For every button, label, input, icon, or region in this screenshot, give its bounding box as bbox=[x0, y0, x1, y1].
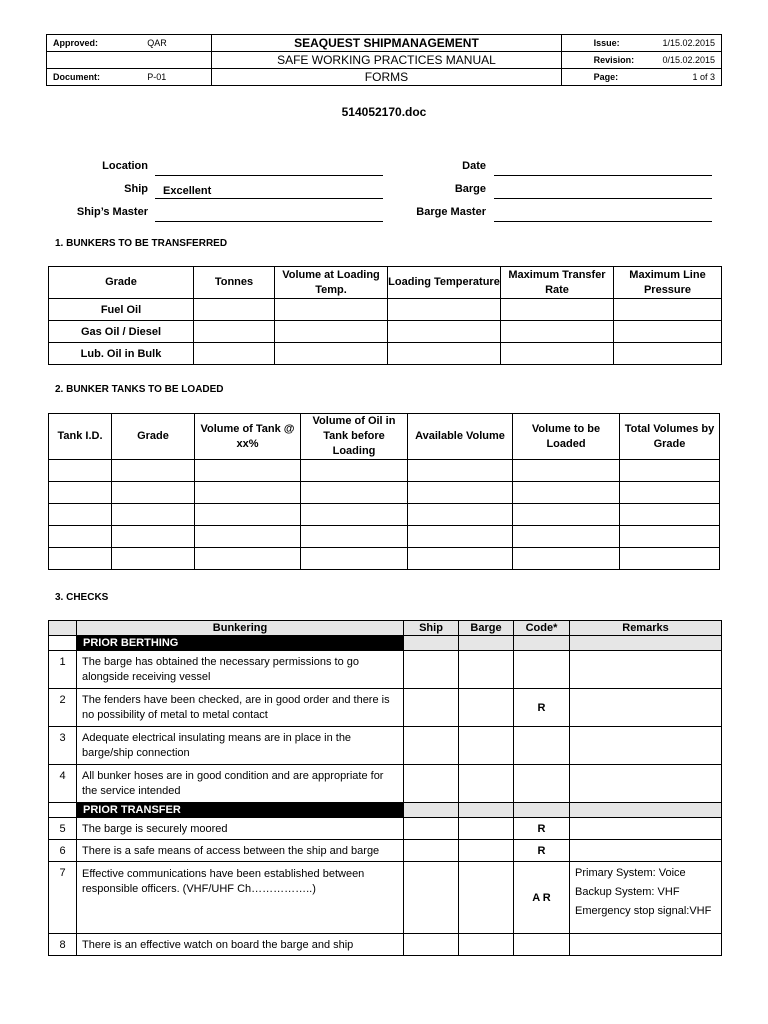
table-row bbox=[49, 321, 722, 343]
col-volume-to-load: Volume to be Loaded bbox=[513, 414, 620, 460]
barge-label: Barge bbox=[454, 183, 486, 195]
code-cell bbox=[514, 651, 570, 689]
code-cell: R bbox=[514, 818, 570, 840]
ship-value: Excellent bbox=[163, 185, 212, 197]
item-number: 6 bbox=[49, 840, 77, 862]
col-remarks: Remarks bbox=[570, 621, 722, 636]
banner-prior-berthing: PRIOR BERTHING bbox=[77, 636, 404, 651]
item-number: 8 bbox=[49, 934, 77, 956]
remarks-cell[interactable] bbox=[570, 765, 722, 803]
ship-check-cell[interactable] bbox=[404, 818, 459, 840]
barge-check-cell[interactable] bbox=[459, 862, 514, 934]
document-value: P-01 bbox=[143, 69, 212, 86]
ship-check-cell[interactable] bbox=[404, 934, 459, 956]
section-name: FORMS bbox=[212, 69, 561, 86]
col-bunkering: Bunkering bbox=[77, 621, 404, 636]
document-label: Document: bbox=[47, 69, 144, 86]
remark-backup: Backup System: VHF bbox=[575, 886, 680, 898]
document-filename: 514052170.doc bbox=[341, 105, 427, 119]
col-available-volume: Available Volume bbox=[408, 414, 513, 460]
remarks-cell[interactable] bbox=[570, 651, 722, 689]
grade-cell: Lub. Oil in Bulk bbox=[49, 343, 194, 365]
ship-label: Ship bbox=[124, 183, 148, 195]
code-cell: R bbox=[514, 689, 570, 727]
table-row bbox=[49, 862, 722, 934]
col-barge: Barge bbox=[459, 621, 514, 636]
check-text: Adequate electrical insulating means are in place in the barge/ship connection bbox=[77, 727, 404, 765]
col-loading-temperature: Loading Temperature bbox=[388, 267, 501, 299]
table-row bbox=[49, 651, 722, 689]
ships-master-label: Ship’s Master bbox=[76, 206, 148, 218]
remarks-cell[interactable] bbox=[570, 818, 722, 840]
manual-title: SAFE WORKING PRACTICES MANUAL bbox=[212, 52, 561, 69]
barge-check-cell[interactable] bbox=[459, 727, 514, 765]
grade-cell: Gas Oil / Diesel bbox=[49, 321, 194, 343]
table-row bbox=[49, 840, 722, 862]
ship-check-cell[interactable] bbox=[404, 689, 459, 727]
col-grade: Grade bbox=[112, 414, 195, 460]
ships-master-field[interactable] bbox=[155, 206, 383, 222]
check-text: There is a safe means of access between the ship and barge bbox=[77, 840, 404, 862]
remark-emergency: Emergency stop signal:VHF bbox=[575, 905, 712, 917]
item-number: 5 bbox=[49, 818, 77, 840]
bunker-tanks-table bbox=[48, 413, 720, 570]
check-text: The fenders have been checked, are in good order and there is no possibility of metal to metal contact bbox=[77, 689, 404, 727]
check-text: Effective communications have been established between responsible officers. (VHF/UHF Ch……………..) bbox=[77, 862, 404, 934]
bunkers-table bbox=[48, 266, 722, 365]
code-cell bbox=[514, 727, 570, 765]
ship-check-cell[interactable] bbox=[404, 765, 459, 803]
table-row bbox=[49, 727, 722, 765]
remark-primary: Primary System: Voice bbox=[575, 867, 686, 879]
col-total-volumes: Total Volumes by Grade bbox=[620, 414, 720, 460]
code-cell bbox=[514, 765, 570, 803]
approved-label: Approved: bbox=[47, 35, 144, 52]
check-text: The barge is securely moored bbox=[77, 818, 404, 840]
col-tonnes: Tonnes bbox=[194, 267, 275, 299]
barge-check-cell[interactable] bbox=[459, 651, 514, 689]
item-number: 4 bbox=[49, 765, 77, 803]
check-text: There is an effective watch on board the barge and ship bbox=[77, 934, 404, 956]
code-cell: A R bbox=[514, 862, 570, 934]
revision-value: 0/15.02.2015 bbox=[662, 52, 721, 69]
date-label: Date bbox=[462, 160, 486, 172]
code-cell bbox=[514, 934, 570, 956]
section3-title: 3. CHECKS bbox=[55, 592, 109, 603]
table-row bbox=[49, 343, 722, 365]
revision-label: Revision: bbox=[561, 52, 662, 69]
remarks-cell[interactable] bbox=[570, 689, 722, 727]
check-text: All bunker hoses are in good condition and are appropriate for the service intended bbox=[77, 765, 404, 803]
col-grade: Grade bbox=[49, 267, 194, 299]
table-row bbox=[49, 689, 722, 727]
grade-cell: Fuel Oil bbox=[49, 299, 194, 321]
barge-check-cell[interactable] bbox=[459, 818, 514, 840]
checks-table bbox=[48, 620, 722, 956]
location-label: Location bbox=[102, 160, 148, 172]
col-max-transfer-rate: Maximum Transfer Rate bbox=[501, 267, 614, 299]
item-number: 3 bbox=[49, 727, 77, 765]
section2-title: 2. BUNKER TANKS TO BE LOADED bbox=[55, 384, 224, 395]
col-tank-id: Tank I.D. bbox=[49, 414, 112, 460]
issue-label: Issue: bbox=[561, 35, 662, 52]
table-row bbox=[49, 526, 720, 548]
approved-value: QAR bbox=[143, 35, 212, 52]
page-label: Page: bbox=[561, 69, 662, 86]
code-cell: R bbox=[514, 840, 570, 862]
table-row bbox=[49, 818, 722, 840]
table-row bbox=[49, 934, 722, 956]
banner-prior-transfer: PRIOR TRANSFER bbox=[77, 803, 404, 818]
table-row bbox=[49, 765, 722, 803]
remarks-cell[interactable] bbox=[570, 934, 722, 956]
table-row bbox=[49, 460, 720, 482]
barge-check-cell[interactable] bbox=[459, 689, 514, 727]
issue-value: 1/15.02.2015 bbox=[662, 35, 721, 52]
item-number: 1 bbox=[49, 651, 77, 689]
col-volume-loading-temp: Volume at Loading Temp. bbox=[275, 267, 388, 299]
barge-check-cell[interactable] bbox=[459, 934, 514, 956]
ship-check-cell[interactable] bbox=[404, 727, 459, 765]
barge-master-label: Barge Master bbox=[416, 206, 486, 218]
ship-field[interactable] bbox=[155, 183, 383, 199]
company-name: SEAQUEST SHIPMANAGEMENT bbox=[212, 35, 561, 52]
col-max-line-pressure: Maximum Line Pressure bbox=[614, 267, 722, 299]
col-code: Code* bbox=[514, 621, 570, 636]
col-volume-oil-before: Volume of Oil in Tank before Loading bbox=[301, 414, 408, 460]
col-ship: Ship bbox=[404, 621, 459, 636]
ship-check-cell[interactable] bbox=[404, 862, 459, 934]
table-row bbox=[49, 482, 720, 504]
item-number: 2 bbox=[49, 689, 77, 727]
location-field[interactable] bbox=[155, 160, 383, 176]
barge-check-cell[interactable] bbox=[459, 840, 514, 862]
barge-master-field[interactable] bbox=[494, 206, 712, 222]
date-field[interactable] bbox=[494, 160, 712, 176]
col-volume-of-tank: Volume of Tank @ xx% bbox=[195, 414, 301, 460]
table-row bbox=[49, 504, 720, 526]
table-row bbox=[49, 548, 720, 570]
ship-check-cell[interactable] bbox=[404, 651, 459, 689]
remarks-cell[interactable] bbox=[570, 840, 722, 862]
section1-title: 1. BUNKERS TO BE TRANSFERRED bbox=[55, 238, 228, 249]
check-text: The barge has obtained the necessary permissions to go alongside receiving vessel bbox=[77, 651, 404, 689]
item-number: 7 bbox=[49, 862, 77, 934]
remarks-cell[interactable] bbox=[570, 727, 722, 765]
document-header bbox=[46, 34, 722, 86]
barge-check-cell[interactable] bbox=[459, 765, 514, 803]
remarks-cell[interactable] bbox=[570, 862, 722, 934]
ship-check-cell[interactable] bbox=[404, 840, 459, 862]
page-value: 1 of 3 bbox=[662, 69, 721, 86]
table-row bbox=[49, 299, 722, 321]
barge-field[interactable] bbox=[494, 183, 712, 199]
